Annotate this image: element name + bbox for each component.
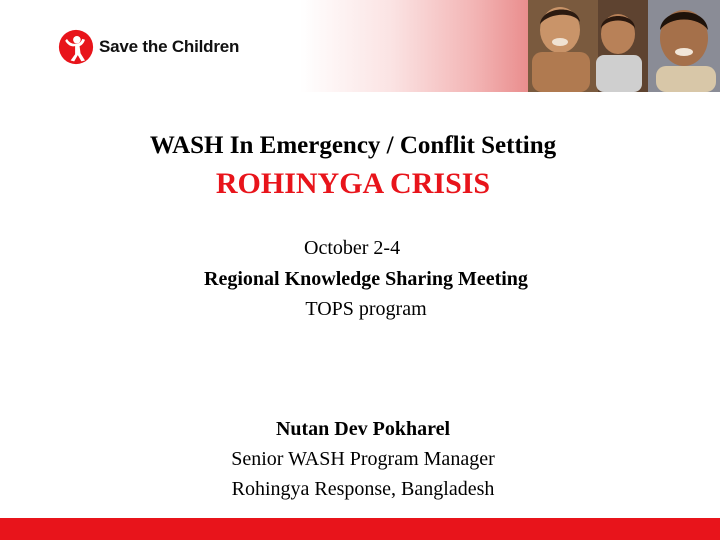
presenter-role: Senior WASH Program Manager xyxy=(231,448,495,470)
save-the-children-logo xyxy=(58,27,239,67)
meeting-name: Regional Knowledge Sharing Meeting xyxy=(204,268,528,290)
logo-text: Save the Children xyxy=(99,37,240,56)
title-line-1: WASH In Emergency / Conflit Setting xyxy=(149,132,557,159)
header-gradient xyxy=(300,0,530,92)
program-name: TOPS program xyxy=(305,298,427,320)
children-photo xyxy=(528,0,720,92)
event-dates: October 2-4 xyxy=(304,237,401,259)
presenter-organization: Rohingya Response, Bangladesh xyxy=(231,478,495,500)
title-line-2: ROHINYGA CRISIS xyxy=(215,167,491,200)
footer-bar xyxy=(0,518,720,540)
save-the-children-figure-icon xyxy=(58,29,94,65)
presenter-name: Nutan Dev Pokharel xyxy=(275,418,451,440)
slide-header xyxy=(0,0,720,92)
